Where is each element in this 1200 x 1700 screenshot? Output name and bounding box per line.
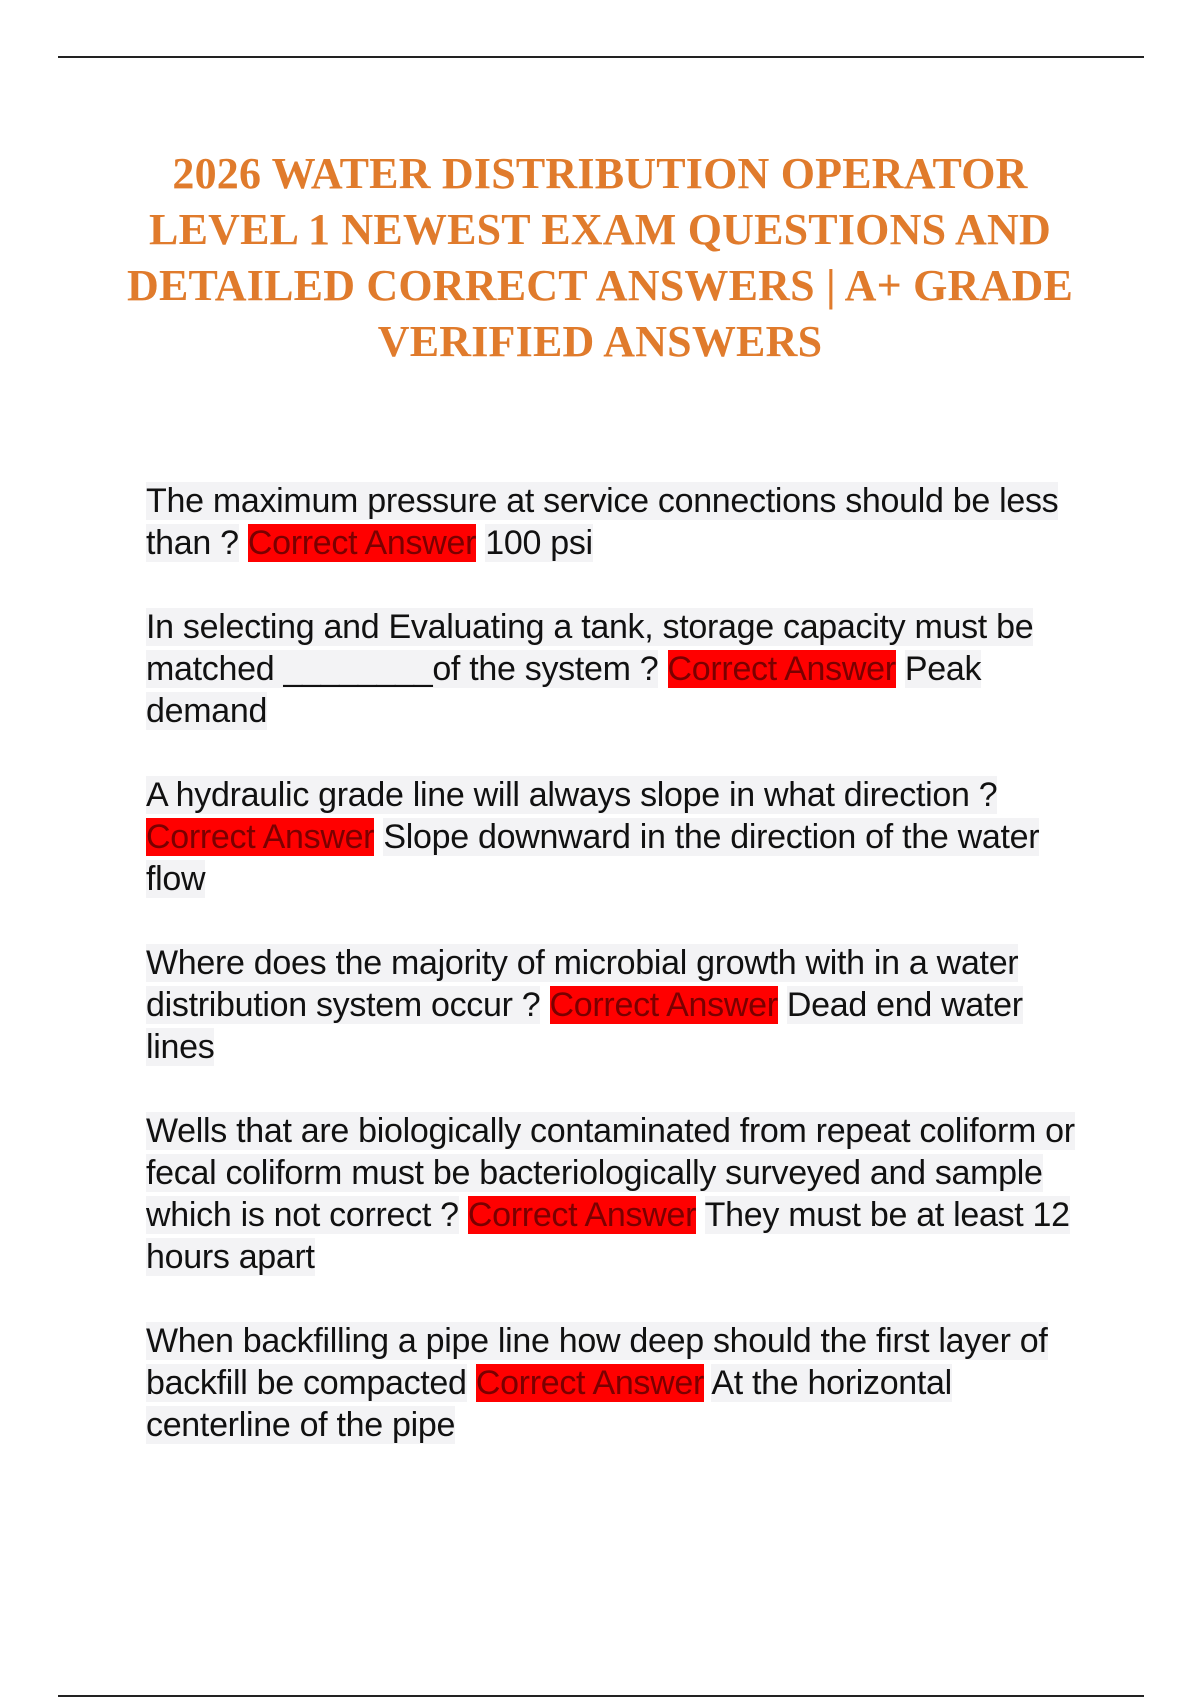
- qa-list: [146, 480, 1096, 1488]
- answer-text: At the horizontal centerline of the pipe: [146, 1364, 952, 1444]
- correct-answer-label: Correct Answer: [475, 1364, 705, 1402]
- qa-item: [146, 606, 1096, 732]
- top-rule: [58, 56, 1144, 58]
- answer-text: 100 psi: [485, 524, 593, 562]
- correct-answer-label: Correct Answer: [667, 650, 896, 688]
- qa-item: [146, 480, 1096, 564]
- qa-item: [146, 1320, 1096, 1446]
- bottom-rule: [58, 1695, 1144, 1697]
- question-text: In selecting and Evaluating a tank, storage capacity must be matched ________of the system ?: [146, 608, 1034, 688]
- document-title: 2026 WATER DISTRIBUTION OPERATOR LEVEL 1 NEWEST EXAM QUESTIONS AND DETAILED CORRECT ANSWERS | A+ GRADE VERIFIED ANSWERS: [127, 149, 1073, 366]
- question-text: The maximum pressure at service connections should be less than ?: [146, 482, 1059, 562]
- answer-text: Peak demand: [146, 650, 982, 730]
- question-text: A hydraulic grade line will always slope in what direction ?: [146, 776, 998, 814]
- correct-answer-label: Correct Answer: [146, 818, 375, 856]
- question-text: Wells that are biologically contaminated from repeat coliform or fecal coliform must be bacteriologically surveyed and sample which is not correct ?: [146, 1112, 1075, 1234]
- qa-item: [146, 1110, 1096, 1278]
- correct-answer-label: Correct Answer: [549, 986, 778, 1024]
- qa-item: [146, 774, 1096, 900]
- correct-answer-label: Correct Answer: [247, 524, 477, 562]
- answer-text: Dead end water lines: [146, 986, 1023, 1066]
- answer-text: Slope downward in the direction of the water flow: [146, 818, 1040, 898]
- correct-answer-label: Correct Answer: [467, 1196, 697, 1234]
- question-text: When backfilling a pipe line how deep should the first layer of backfill be compacted: [146, 1322, 1048, 1402]
- question-text: Where does the majority of microbial growth with in a water distribution system occur ?: [146, 944, 1019, 1024]
- answer-text: They must be at least 12 hours apart: [146, 1196, 1070, 1276]
- qa-item: [146, 942, 1096, 1068]
